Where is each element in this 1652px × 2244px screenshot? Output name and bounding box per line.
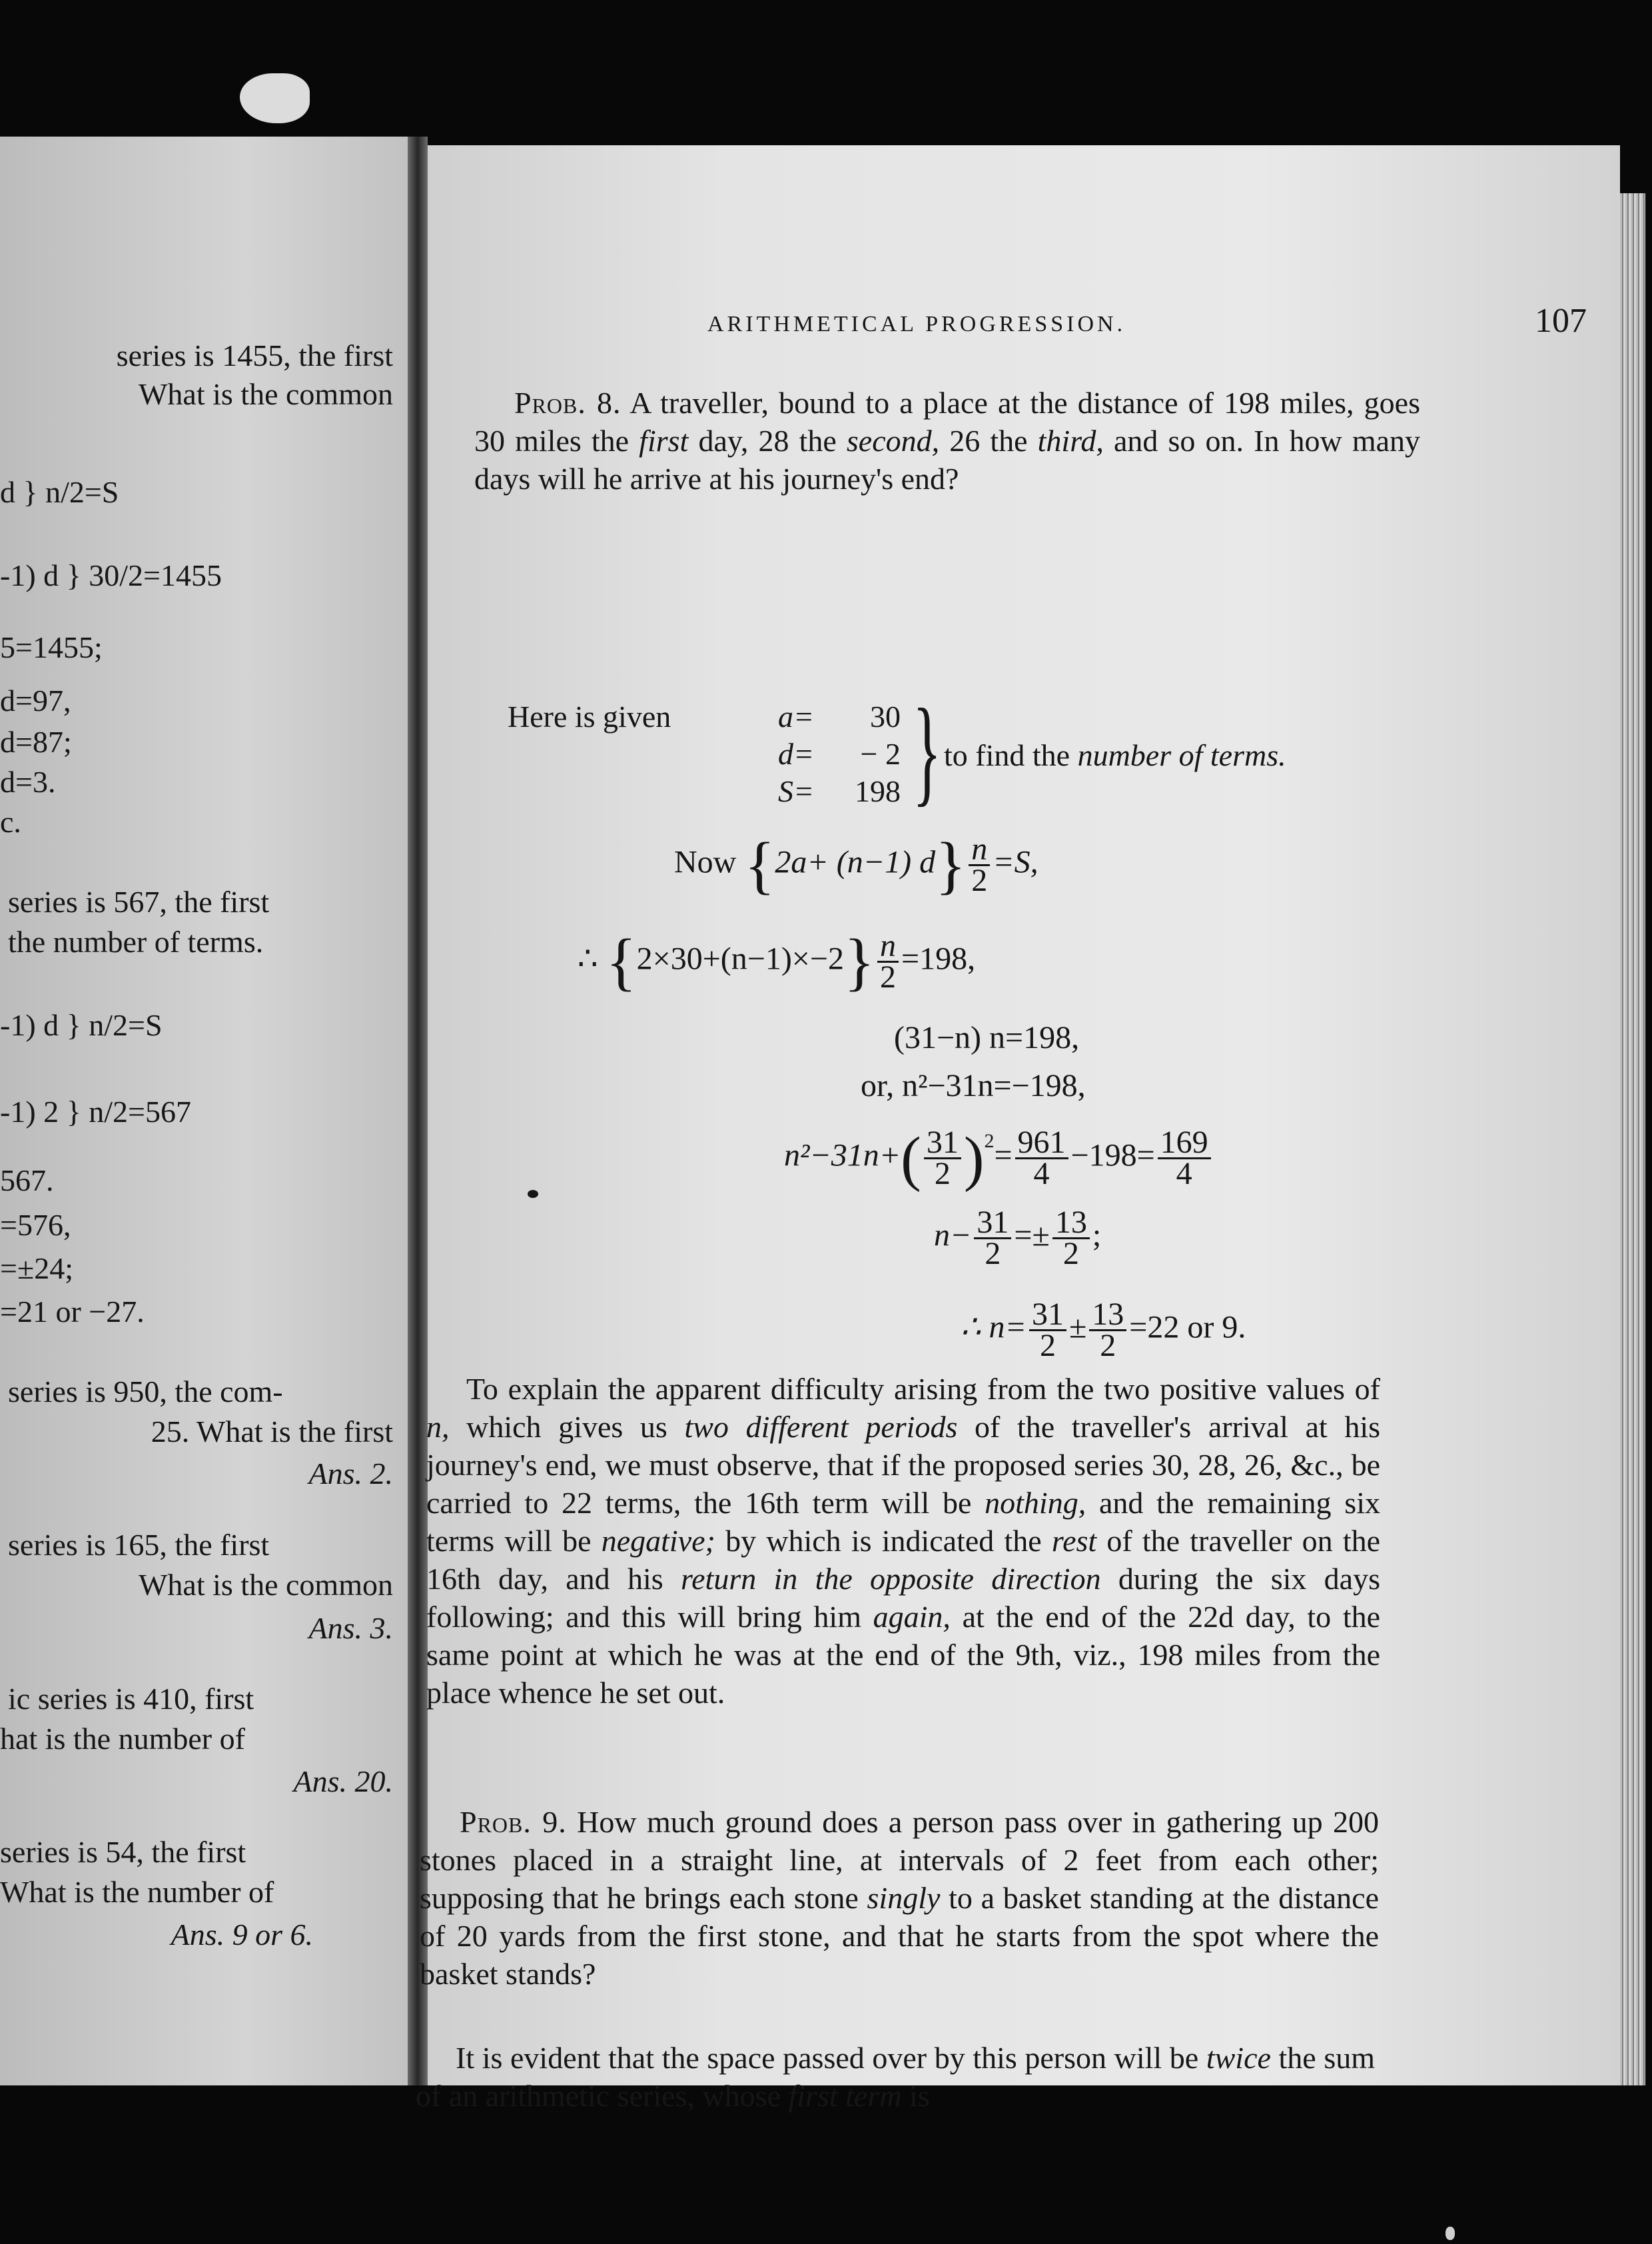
frac-num: 31 [924, 1128, 961, 1159]
exponent: 2 [984, 1130, 995, 1152]
paren-open: ( [901, 1124, 921, 1193]
right-page [416, 145, 1620, 2113]
frac-den: 2 [971, 863, 988, 898]
em-nothing: nothing, [985, 1486, 1086, 1520]
eq7-lhs: ∴ n= [961, 1309, 1027, 1345]
explanation-text: by which is indicated the [725, 1524, 1042, 1558]
therefore-symbol: ∴ [578, 941, 598, 977]
frac-num: 169 [1158, 1128, 1211, 1159]
var-d: d= [777, 737, 814, 771]
header-title: ARITHMETICAL PROGRESSION. [707, 312, 1126, 336]
left-line-5: 5=1455; [0, 630, 103, 664]
brace-open: { [606, 925, 637, 997]
frac-den: 2 [985, 1236, 1001, 1271]
value-s: 198 [855, 774, 901, 808]
fraction [1089, 1297, 1126, 1363]
frac-num: 961 [1015, 1128, 1068, 1159]
left-line-6: d=97, [0, 684, 71, 718]
scan-mark [1446, 2227, 1455, 2240]
frac-den: 4 [1176, 1156, 1192, 1191]
fraction [924, 1125, 961, 1191]
fraction [974, 1205, 1011, 1271]
em-first: first [639, 424, 689, 458]
left-line-3: d } n/2=S [0, 475, 119, 509]
left-line-14: 567. [0, 1163, 54, 1197]
em-first-term: first term [788, 2079, 902, 2113]
fraction [1052, 1205, 1090, 1271]
explanation-text: which gives us [466, 1410, 667, 1444]
frac-den: 2 [880, 959, 897, 995]
equation-1 [674, 829, 1038, 901]
now-label: Now [674, 844, 737, 880]
left-line-11: the number of terms. [8, 925, 264, 959]
left-line-18: series is 950, the com- [8, 1375, 283, 1408]
final-text: the sum of an arithmetic series, whose [416, 2041, 1375, 2113]
em-singly: singly [867, 1881, 941, 1915]
var-s: S= [777, 774, 814, 808]
left-line-9: c. [0, 805, 21, 839]
problem-8-text: 26 the [949, 424, 1028, 458]
left-line-2: What is the common [139, 377, 393, 411]
equation-2 [578, 925, 976, 997]
frac-den: 2 [1039, 1328, 1056, 1363]
fraction [969, 832, 990, 898]
problem-9-label: Prob. 9. [460, 1805, 567, 1839]
problem-9-text: How much ground does a person pass over in gathering up 200 stones placed in a straight line, at intervals of 2 feet from each other; supposing that he brings each stone [420, 1805, 1380, 1915]
equation-5 [784, 1124, 1214, 1193]
equals: = [994, 1137, 1013, 1173]
book-gutter [408, 137, 428, 2085]
eq7-end: =22 or 9. [1129, 1309, 1246, 1345]
explanation-text: during the six days following; and this will bring him [426, 1562, 1380, 1634]
frac-num: 13 [1089, 1300, 1126, 1331]
problem-9-text: to a basket standing at the distance of 20 yards from the first stone, and that he starts from the spot where the basket stands? [420, 1881, 1380, 1991]
brace-close: } [843, 925, 875, 997]
eq6-lhs: n− [934, 1217, 972, 1253]
frac-den: 2 [1100, 1328, 1116, 1363]
left-line-8: d=3. [0, 765, 56, 799]
left-page [0, 137, 408, 2085]
equation-4: or, n²−31n=−198, [861, 1068, 1086, 1103]
left-line-19: 25. What is the first [151, 1414, 393, 1448]
problem-8-text: day, 28 the [698, 424, 837, 458]
em-n: n, [426, 1410, 450, 1444]
em-return: return in the opposite direction [680, 1562, 1101, 1596]
frac-num: n [969, 835, 990, 866]
eq1-rhs: =S, [993, 844, 1038, 880]
left-line-21: series is 165, the first [8, 1528, 270, 1562]
frac-num: n [877, 931, 899, 963]
given-label: Here is given [508, 700, 671, 734]
eq6-end: ; [1092, 1217, 1102, 1253]
answer-1: Ans. 2. [308, 1456, 393, 1490]
left-line-15: =576, [0, 1208, 71, 1242]
given-values [821, 698, 901, 810]
left-line-17: =21 or −27. [0, 1295, 145, 1329]
explanation-text: To explain the apparent difficulty arising from the two positive values of [466, 1372, 1380, 1406]
em-second: second, [846, 424, 940, 458]
frac-num: 31 [1029, 1300, 1066, 1331]
explanation-text: of the traveller's arrival at his journey's end, we must observe, that if the proposed series 30, 28, 26, &c., be carried to 22 terms, the 16th term will be [426, 1410, 1381, 1520]
to-find-text [944, 737, 1286, 774]
eq6-mid: =± [1014, 1217, 1050, 1253]
em-two-periods: two different periods [684, 1410, 958, 1444]
explanation-text: of the traveller on the 16th day, and his [426, 1524, 1381, 1596]
left-line-22: What is the common [139, 1568, 393, 1602]
paper-blot [240, 73, 310, 123]
frac-num: 31 [974, 1208, 1011, 1239]
final-paragraph [416, 2039, 1375, 2115]
answer-4: Ans. 9 or 6. [171, 1918, 313, 1952]
em-again: again, [873, 1600, 951, 1634]
left-line-12: -1) d } n/2=S [0, 1008, 163, 1042]
fraction [1029, 1297, 1066, 1363]
em-third: third, [1037, 424, 1104, 458]
explanation-text: and the remaining six terms will be [426, 1486, 1380, 1558]
left-line-7: d=87; [0, 725, 72, 759]
brace-close: } [935, 829, 967, 901]
eq2-rhs: =198, [901, 941, 976, 977]
final-text: is [909, 2079, 930, 2113]
paren-close: ) [963, 1124, 985, 1193]
problem-8-text: and so on. In how many days will he arrive at his journey's end? [474, 424, 1421, 496]
em-negative: negative; [601, 1524, 715, 1558]
fraction [1158, 1125, 1211, 1191]
page-edges [1620, 193, 1645, 2085]
closing-brace: } [913, 684, 942, 817]
eq5-mid: −198= [1070, 1137, 1155, 1173]
value-d: − 2 [860, 737, 901, 771]
em-rest: rest [1051, 1524, 1097, 1558]
value-a: 30 [870, 700, 901, 734]
equation-6 [934, 1205, 1102, 1271]
explanation-paragraph [426, 1370, 1380, 1712]
left-line-13: -1) 2 } n/2=567 [0, 1095, 191, 1129]
frac-den: 2 [934, 1156, 951, 1191]
var-a: a= [777, 700, 814, 734]
answer-2: Ans. 3. [308, 1611, 393, 1645]
eq1-body: 2a+ (n−1) d [775, 844, 936, 880]
left-line-10: series is 567, the first [8, 885, 270, 919]
fraction [1015, 1125, 1068, 1191]
problem-8 [474, 384, 1420, 498]
left-line-27: series is 54, the first [0, 1835, 246, 1869]
frac-den: 2 [1062, 1236, 1079, 1271]
left-line-4: -1) d } 30/2=1455 [0, 558, 222, 592]
answer-3: Ans. 20. [293, 1764, 393, 1798]
equation-7 [961, 1297, 1246, 1363]
eq7-mid: ± [1068, 1309, 1087, 1345]
problem-8-label: Prob. 8. [514, 386, 621, 420]
to-find-prefix: to find the [944, 738, 1070, 772]
problem-8-text: A traveller, bound to a place at the distance of 198 miles, goes 30 miles the [474, 386, 1420, 458]
equation-3: (31−n) n=198, [894, 1020, 1080, 1055]
explanation-text: at the end of the 22d day, to the same point at which he was at the end of the 9th, viz., 198 miles from the place whence he set out. [426, 1600, 1381, 1710]
left-line-1: series is 1455, the first [116, 338, 393, 372]
em-twice: twice [1206, 2041, 1271, 2075]
brace-open: { [744, 829, 775, 901]
frac-num: 13 [1052, 1208, 1090, 1239]
left-line-25: hat is the number of [0, 1722, 245, 1756]
left-line-28: What is the number of [0, 1875, 274, 1909]
final-text: It is evident that the space passed over by this person will be [456, 2041, 1199, 2075]
left-line-16: =±24; [0, 1251, 73, 1285]
frac-den: 4 [1033, 1156, 1050, 1191]
fraction [877, 928, 899, 995]
ink-dot [528, 1190, 538, 1198]
to-find-em: number of terms. [1077, 738, 1286, 772]
left-line-24: ic series is 410, first [8, 1682, 254, 1716]
eq5-lhs: n²−31n+ [784, 1137, 901, 1173]
eq2-body: 2×30+(n−1)×−2 [636, 941, 844, 977]
given-variables [734, 698, 814, 810]
page-number: 107 [1535, 302, 1587, 340]
problem-9 [420, 1803, 1379, 1993]
